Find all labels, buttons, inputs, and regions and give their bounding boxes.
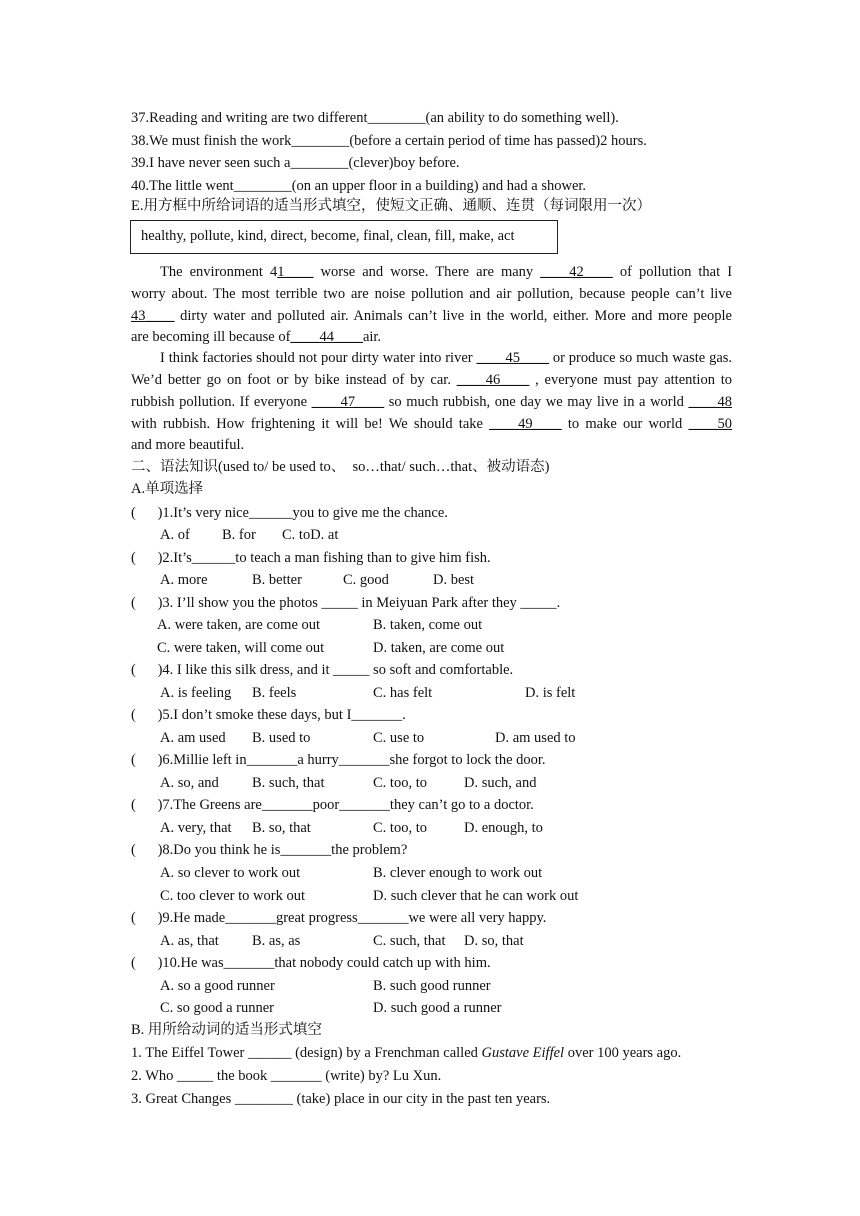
mc-option: C. were taken, will come out bbox=[157, 640, 325, 656]
mc-option: A. as, that bbox=[160, 933, 219, 949]
mc-option: B. as, as bbox=[252, 933, 301, 949]
word-box bbox=[130, 220, 558, 254]
mc-question: ( )3. I’ll show you the photos _____ in Meiyuan Park after they _____. bbox=[131, 595, 561, 611]
passage-line: The environment 41____ worse and worse. There are many ____42____ of pollution that I bbox=[160, 264, 733, 280]
mc-option: C. so good a runner bbox=[160, 1000, 274, 1016]
verb-item: 1. The Eiffel Tower ______ (design) by a Frenchman called Gustave Eiffel over 100 years ago. bbox=[131, 1045, 682, 1061]
mc-option: B. used to bbox=[252, 730, 311, 746]
mc-question: ( )5.I don’t smoke these days, but I_______. bbox=[131, 707, 406, 723]
verb-item: 3. Great Changes ________ (take) place in our city in the past ten years. bbox=[131, 1091, 551, 1107]
verb-heading: B. 用所给动词的适当形式填空 bbox=[131, 1022, 322, 1038]
mc-option: A. is feeling bbox=[160, 685, 232, 701]
mc-option: C. too clever to work out bbox=[160, 888, 305, 904]
mc-option: A. so, and bbox=[160, 775, 219, 791]
mc-option: D. so, that bbox=[464, 933, 524, 949]
mc-question: ( )2.It’s______to teach a man fishing than to give him fish. bbox=[131, 550, 491, 566]
mc-option: B. better bbox=[252, 572, 302, 588]
passage-line: I think factories should not pour dirty water into river ____45____ or produce so much waste gas. bbox=[160, 350, 733, 366]
mc-question: ( )9.He made_______great progress_______we were all very happy. bbox=[131, 910, 547, 926]
mc-option: A. so a good runner bbox=[160, 978, 275, 994]
mc-option: C. good bbox=[343, 572, 389, 588]
mc-option: B. feels bbox=[252, 685, 297, 701]
mc-option: B. for bbox=[222, 527, 256, 543]
mc-option: B. clever enough to work out bbox=[373, 865, 543, 881]
passage-line: rubbish pollution. If everyone ____47____ so much rubbish, one day we may live in a world ____48 bbox=[131, 394, 733, 410]
mc-option: D. enough, to bbox=[464, 820, 543, 836]
word-box-text: healthy, pollute, kind, direct, become, final, clean, fill, make, act bbox=[141, 228, 515, 244]
question-38: 38.We must finish the work________(before a certain period of time has passed)2 hours. bbox=[131, 133, 647, 149]
mc-option: A. more bbox=[160, 572, 208, 588]
passage-line: and more beautiful. bbox=[131, 437, 245, 453]
passage-line: worry about. The most terrible two are noise pollution and air pollution, because people can’t live bbox=[131, 286, 732, 302]
mc-question: ( )7.The Greens are_______poor_______they can’t go to a doctor. bbox=[131, 797, 534, 813]
question-37: 37.Reading and writing are two different________(an ability to do something well). bbox=[131, 110, 619, 126]
mc-heading: A.单项选择 bbox=[131, 481, 204, 497]
mc-option: C. too, to bbox=[373, 820, 427, 836]
mc-option: A. so clever to work out bbox=[160, 865, 301, 881]
mc-option: D. such good a runner bbox=[373, 1000, 502, 1016]
passage-line: are becoming ill because of____44____air. bbox=[131, 329, 382, 345]
mc-option: D. best bbox=[433, 572, 475, 588]
passage-line: with rubbish. How frightening it will be! We should take ____49____ to make our world ____50 bbox=[131, 416, 733, 432]
verb-item: 2. Who _____ the book _______ (write) by? Lu Xun. bbox=[131, 1068, 442, 1084]
mc-option: D. such clever that he can work out bbox=[373, 888, 579, 904]
mc-question: ( )4. I like this silk dress, and it _____ so soft and comfortable. bbox=[131, 662, 514, 678]
mc-option: D. am used to bbox=[495, 730, 576, 746]
mc-question: ( )6.Millie left in_______a hurry_______she forgot to lock the door. bbox=[131, 752, 546, 768]
mc-option: B. so, that bbox=[252, 820, 311, 836]
mc-option: C. toD. at bbox=[282, 527, 339, 543]
mc-question: ( )1.It’s very nice______you to give me the chance. bbox=[131, 505, 448, 521]
grammar-heading: 二、语法知识(used to/ be used to、 so…that/ such…that、被动语态) bbox=[131, 459, 550, 475]
mc-option: B. such, that bbox=[252, 775, 325, 791]
mc-option: D. taken, are come out bbox=[373, 640, 505, 656]
mc-option: A. am used bbox=[160, 730, 226, 746]
mc-option: A. were taken, are come out bbox=[157, 617, 321, 633]
mc-option: A. of bbox=[160, 527, 190, 543]
mc-option: B. taken, come out bbox=[373, 617, 483, 633]
section-e-heading: E.用方框中所给词语的适当形式填空，使短文正确、通顺、连贯（每词限用一次） bbox=[131, 198, 651, 214]
mc-option: D. is felt bbox=[525, 685, 576, 701]
mc-option: B. such good runner bbox=[373, 978, 491, 994]
mc-option: C. too, to bbox=[373, 775, 427, 791]
question-39: 39.I have never seen such a________(clever)boy before. bbox=[131, 155, 460, 171]
passage-line: We’d better go on foot or by bike instead of by car. ____46____ , everyone must pay attention to bbox=[131, 372, 733, 388]
mc-option: C. such, that bbox=[373, 933, 446, 949]
mc-question: ( )10.He was_______that nobody could catch up with him. bbox=[131, 955, 491, 971]
passage-line: 43____ dirty water and polluted air. Animals can’t live in the world, either. More and more people bbox=[131, 308, 732, 324]
mc-option: D. such, and bbox=[464, 775, 537, 791]
question-40: 40.The little went________(on an upper floor in a building) and had a shower. bbox=[131, 178, 587, 194]
mc-question: ( )8.Do you think he is_______the problem? bbox=[131, 842, 408, 858]
mc-option: A. very, that bbox=[160, 820, 232, 836]
mc-option: C. has felt bbox=[373, 685, 433, 701]
mc-option: C. use to bbox=[373, 730, 425, 746]
